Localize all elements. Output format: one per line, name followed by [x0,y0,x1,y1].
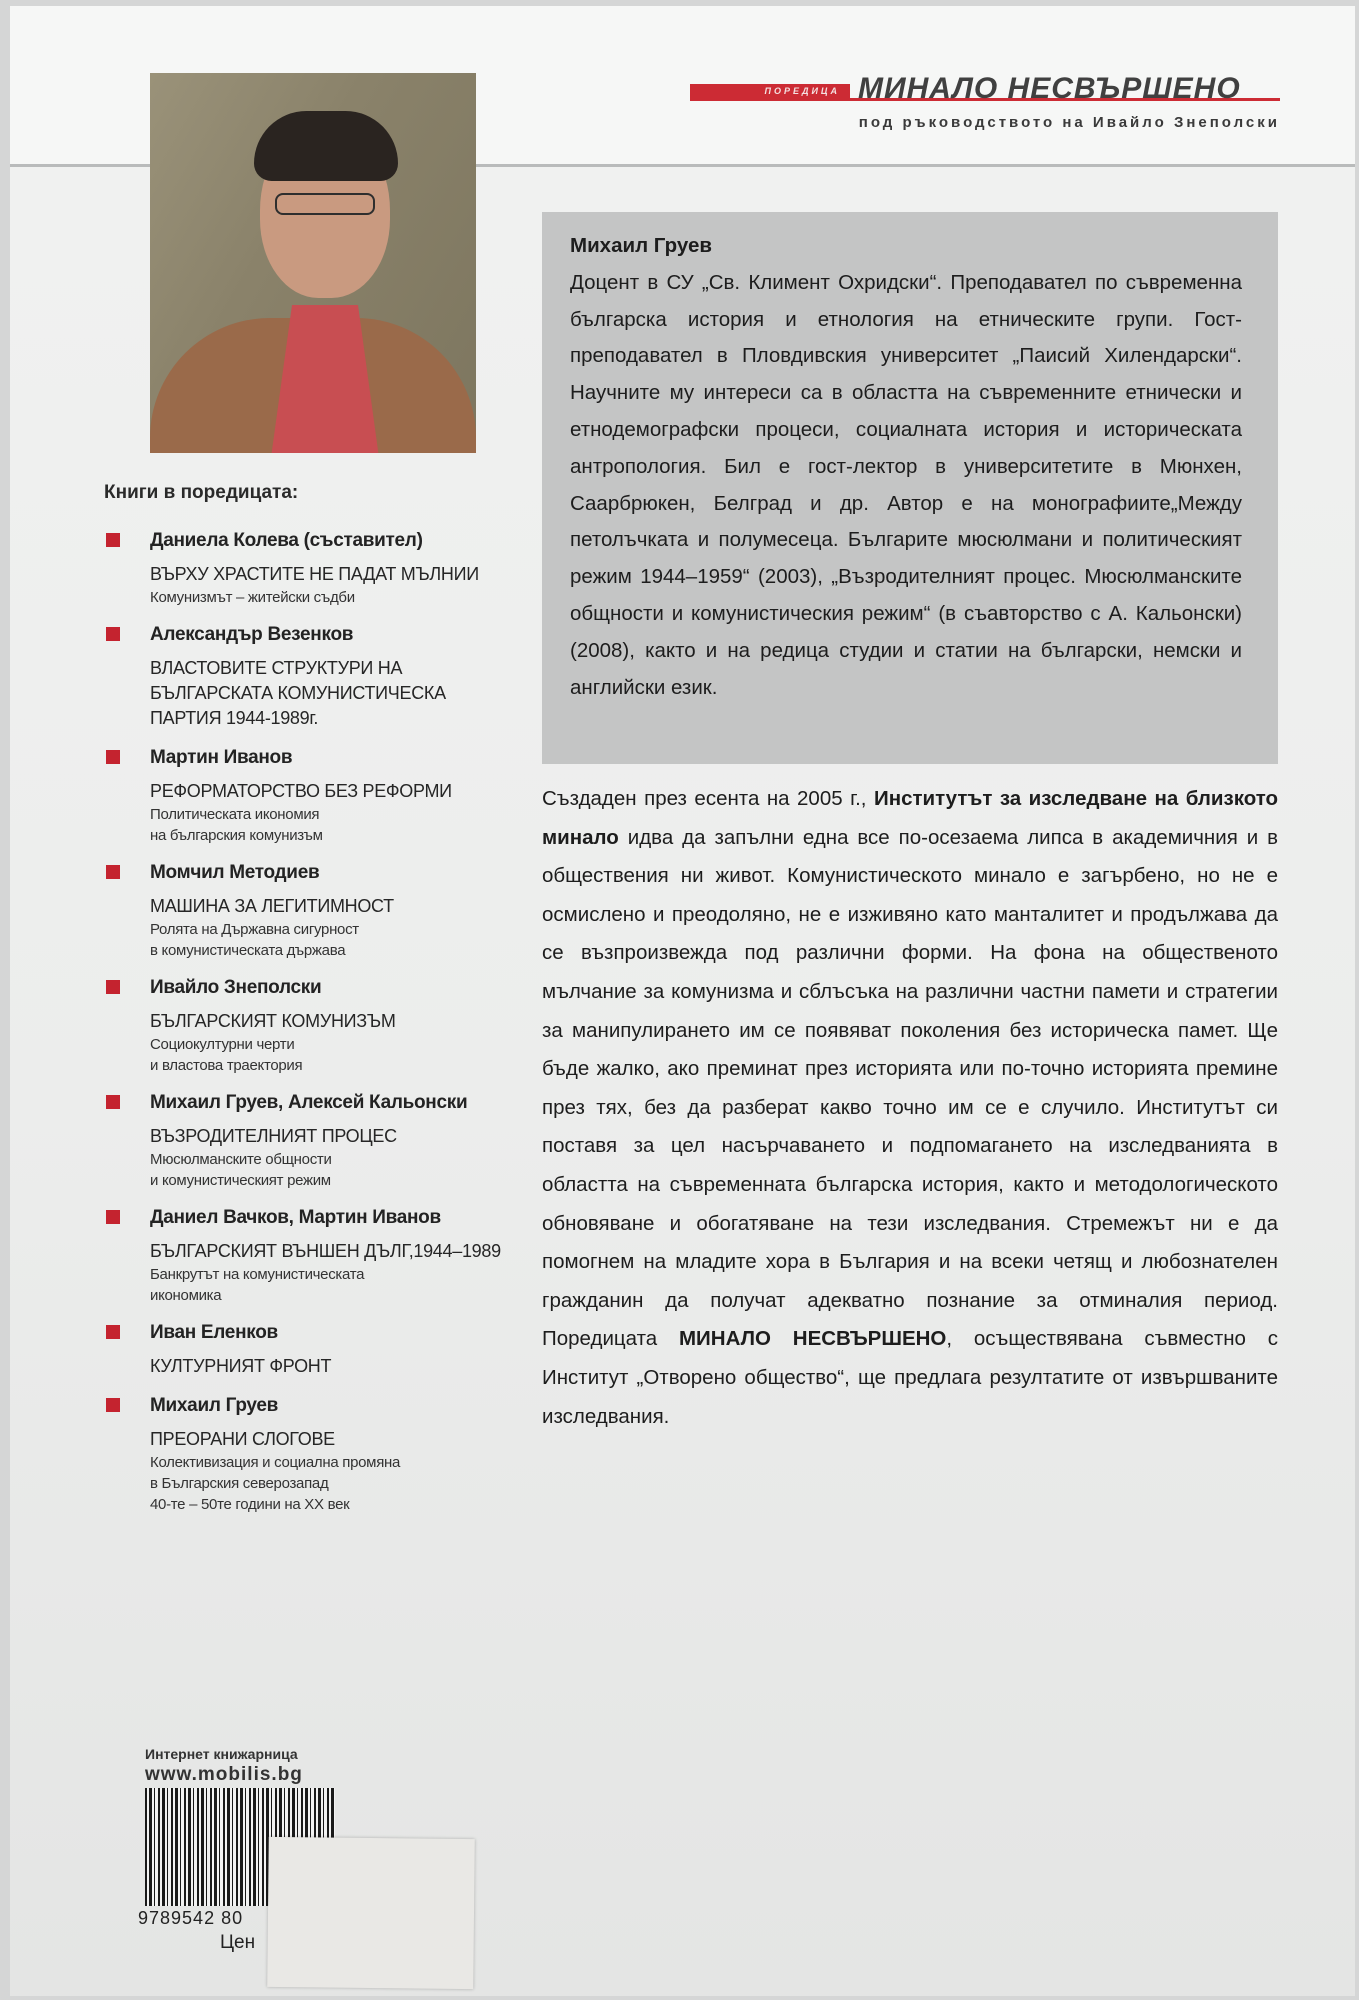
book-subtitle: икономика [150,1287,222,1304]
bullet-square-icon [106,533,120,547]
bookstore-label: Интернет книжарница [145,1746,298,1762]
isbn-number: 9789542 80 [138,1908,244,1928]
book-item [104,1393,524,1515]
series-title: МИНАЛО НЕСВЪРШЕНО [858,72,1241,105]
series-name-bold: МИНАЛО НЕСВЪРШЕНО [678,1327,947,1351]
book-title: ВЪРХУ ХРАСТИТЕ НЕ ПАДАТ МЪЛНИИ [150,564,479,584]
book-author: Ивайло Знеполски [150,977,322,998]
book-title: ПРЕОРАНИ СЛОГОВЕ [150,1429,335,1449]
bullet-square-icon [106,627,120,641]
bookstore-url: www.mobilis.bg [145,1764,303,1785]
bio-text [570,228,1242,706]
book-item [104,860,524,961]
book-subtitle: Ролята на Държавна сигурност [150,921,359,938]
book-subtitle: и комунистическият режим [150,1172,331,1189]
bullet-square-icon [106,1398,120,1412]
series-label: ПОРЕДИЦА [690,84,850,99]
book-list [104,528,524,1529]
book-author: Александър Везенков [150,624,354,645]
book-subtitle: Колективизация и социална промяна [150,1454,401,1471]
institute-name: Институтът за изследване на близкото минало [542,787,1278,849]
institute-text-3: , осъществявана съвместно с Институт „Отворено общество“, ще предлага резултатите от извършваните изследвания. [542,1327,1278,1428]
book-author: Даниел Вачков, Мартин Иванов [150,1207,441,1228]
book-subtitle: Банкрутът на комунистическата [150,1266,365,1283]
book-subtitle: Комунизмът – житейски съдби [150,589,355,606]
book-author: Михаил Груев [150,1395,279,1416]
book-author: Даниела Колева (съставител) [150,530,423,551]
bullet-square-icon [106,1325,120,1339]
book-item [104,1320,524,1379]
bio-paragraph: Доцент в СУ „Св. Климент Охридски“. Преподавател по съвременна българска история и етнология на етническите групи. Гост-преподавател в Пловдивския университет „Паисий Хилендарски“. Научните му интереси са в областта на съвременните етнически и етнодемографски процеси, социалната история и историческата антропология. Бил е гост-лектор в университетите в Мюнхен, Саарбрюкен, Белград и др. Автор е на монографиите„Между петолъчката и полумесеца. Българите мюсюлмани и политическият режим 1944–1959“ (2003), „Възродителният процес. Мюсюлманските общности и комунистическия режим“ (в съавторство с А. Кальонски) (2008), както и на редица студии и статии на български, немски и английски език. [570,270,1242,699]
book-author: Момчил Методиев [150,862,320,883]
book-item [104,1205,524,1306]
book-author: Иван Еленков [150,1322,278,1343]
book-subtitle: Политическата икономия [150,806,320,823]
institute-description [542,780,1278,1436]
book-item [104,1090,524,1191]
bio-author-name: Михаил Груев [570,234,713,257]
bullet-square-icon [106,750,120,764]
book-title: БЪЛГАРСКИЯТ ВЪНШЕН ДЪЛГ,1944–1989 [150,1241,501,1261]
author-photo [150,73,476,453]
bullet-square-icon [106,1210,120,1224]
book-subtitle: на българския комунизъм [150,827,323,844]
photo-hair [254,111,398,181]
book-subtitle: Мюсюлманските общности [150,1151,332,1168]
bullet-square-icon [106,1095,120,1109]
book-subtitle: в комунистическата държава [150,942,346,959]
book-item [104,745,524,846]
book-title: РЕФОРМАТОРСТВО БЕЗ РЕФОРМИ [150,781,452,801]
books-heading: Книги в поредицата: [104,482,299,503]
price-label: Цен [220,1932,256,1953]
book-item [104,975,524,1076]
institute-text-2: идва да запълни една все по-осезаема липса в академичния и в обществения ни живот. Комунистическото минало е загърбено, но не е осмислено и преодоляно, не е изживяно като манталитет и продължава да се възпроизвежда под различни форми. На фона на общественото мълчание за комунизма и сблъсъка на различни частни памети и стратегии за манипулирането им се появяват поколения без историческа памет. Ще бъде жалко, ако преминат през историята или по-точно историята премине през тях, без да разберат какво точно им се е случило. Институтът си поставя за цел насърчаването и подпомагането на изследванията в областта на съвременната българска история, както и методологическото обновяване и обогатяване на тези изследвания. Стремежът ни е да помогнем на младите хора в България и на всеки четящ и любознателен гражданин да получат адекватно познание за отминалия период. Поредицата [542,825,1278,1351]
book-title: ВЛАСТОВИТЕ СТРУКТУРИ НА БЪЛГАРСКАТА КОМУНИСТИЧЕСКА ПАРТИЯ 1944-1989г. [150,658,446,728]
book-title: БЪЛГАРСКИЯТ КОМУНИЗЪМ [150,1011,396,1031]
book-title: МАШИНА ЗА ЛЕГИТИМНОСТ [150,896,394,916]
institute-text-1: Създаден през есента на 2005 г., [542,787,867,810]
photo-glasses [275,193,375,215]
book-author: Мартин Иванов [150,747,293,768]
book-title: ВЪЗРОДИТЕЛНИЯТ ПРОЦЕС [150,1126,397,1146]
book-author: Михаил Груев, Алексей Кальонски [150,1092,468,1113]
book-subtitle: и властова траектория [150,1057,303,1074]
book-subtitle: в Българския северозапад [150,1475,329,1492]
book-subtitle: 40-те – 50те години на XX век [150,1496,350,1513]
bullet-square-icon [106,865,120,879]
book-title: КУЛТУРНИЯТ ФРОНТ [150,1356,332,1376]
bullet-square-icon [106,980,120,994]
book-item [104,622,524,731]
series-subtitle: под ръководството на Ивайло Знеполски [858,114,1280,131]
price-sticker [267,1837,475,1989]
book-item [104,528,524,608]
series-header [690,70,1280,140]
book-subtitle: Социокултурни черти [150,1036,295,1053]
